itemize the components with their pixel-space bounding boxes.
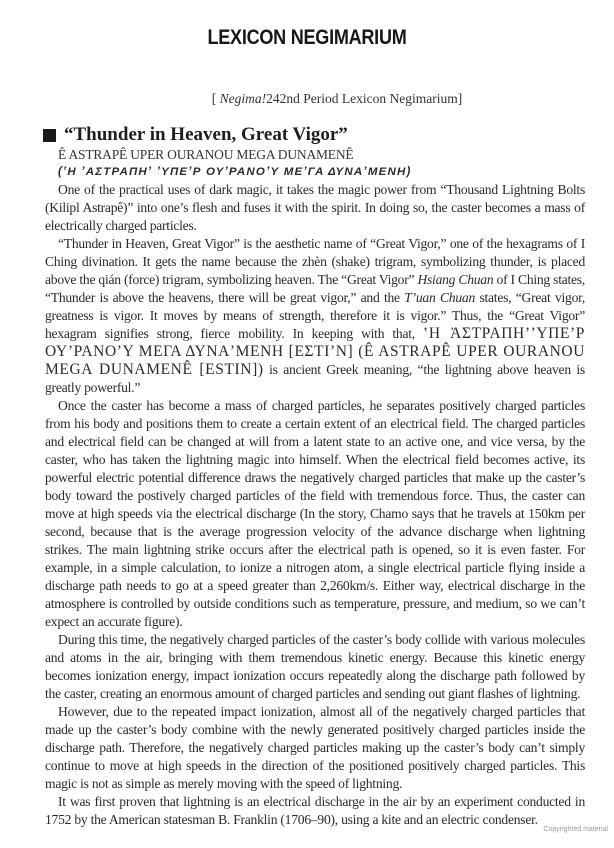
entry-content <box>45 124 585 829</box>
paragraph-2-italic-tuan-chuan: T’uan Chuan <box>404 290 475 305</box>
paragraph-2-italic-hsiang-chuan: Hsiang Chuan <box>417 272 494 287</box>
paragraph-2-text-b: of I Ching states, “Thunder is above the heavens, there will be great vigor,” and the <box>45 272 585 305</box>
paragraph-2 <box>45 235 585 397</box>
black-square-bullet-icon <box>43 129 56 142</box>
paragraph-5: However, due to the repeated impact ionization, almost all of the negatively charged particles that made up the caster’s body combine with the newly generated positively charged particles inside the discharge path. Therefore, the negatively charged particles making up the caster’s body can’t simply continue to move at high speeds in the direction of the positioned positively charged particles. This magic is not as simple as merely moving with the speed of lightning. <box>45 704 585 791</box>
source-open-bracket: [ <box>211 91 217 106</box>
entry-greek-title: (ʽΗ ʼΑΣΤΡΑΠΗʼ ʼΥΠΕʼΡ ΟΥʼΡΑΝΟʼΥ ΜΕʼΓΑ ΔΥΝΑʼΜΕΝΗ) <box>58 166 412 178</box>
paragraph-2-text-d: is ancient Greek meaning, “the lightning above heaven is greatly powerful.” <box>45 362 585 395</box>
paragraph-3: Once the caster has become a mass of charged particles, he separates positively charged particles from his body and positions them to create a certain extent of an electrical field. The charged particles and electrical field can be changed at will from a latent state to an active one, and vice versa, by the caster, who has taken the lightning magic into himself. When the electrical field becomes active, its powerful electric potential difference draws the negatively charged particles that make up the caster’s body toward the postively charged particles of the field with tremendous force. Thus, the caster can move at high speeds via the electrical discharge (In the story, Chamo says that he travels at 150km per second, because that is the average progression velocity of the advance discharge when lightning strikes. The main lightning strike occurs after the electrical path is opened, so it is even faster. For example, in a simple calculation, to ionize a nitrogen atom, a single electrical particle flying inside a discharge path needs to go at a speed greater than 2,260km/s. Either way, electrical discharge in the atmosphere is controlled by outside conditions such as temperature, pressure, and medium, so we can’t expect an accurate figure). <box>45 398 585 629</box>
paragraph-2-text-a: “Thunder in Heaven, Great Vigor” is the aesthetic name of “Great Vigor,” one of the hexagrams of I Ching divination. It gets the name because the zhèn (shake) trigram, symbolizing thunder, is placed above the qián (force) trigram, symbolizing heaven. The “Great Vigor” <box>45 236 585 287</box>
paragraph-2-greek-phrase: ʽΗ ἈΣΤΡΑΠΗʼʼΥΠΕʼΡ ΟΥʼΡΑΝΟʼΥ ΜΕΓΑ ΔΥΝΑʼΜΕΝΗ [ΕΣΤΙʼΝ] (Ê ASTRAPÊ UPER OURANOU MEGA DUNAMENÊ [ESTIN]) <box>45 325 585 378</box>
paragraph-6: It was first proven that lightning is an electrical discharge in the air by an experiment conducted in 1752 by the American statesman B. Franklin (1706–90), using a kite and an electric condenser. <box>45 794 585 827</box>
copyright-notice: Copyrighted material <box>543 826 608 833</box>
entry-transliteration: Ê ASTRAPÊ UPER OURANOU MEGA DUNAMENÊ <box>58 147 354 162</box>
entry-heading-text: “Thunder in Heaven, Great Vigor” <box>64 124 348 145</box>
source-italic-title: Negima! <box>219 91 267 106</box>
source-citation <box>0 91 614 107</box>
paragraph-1: One of the practical uses of dark magic, it takes the magic power from “Thousand Lightning Bolts (Kilipl Astrapê)” into one’s flesh and fuses it with the spirit. In doing so, the caster becomes a mass of electrically charged particles. <box>45 182 585 233</box>
source-text: 242nd Period Lexicon Negimarium <box>266 91 458 106</box>
entry-heading <box>43 124 585 146</box>
paragraph-2-text-c: states, “Great vigor, greatness is vigor. It moves by means of strength, therefore it is vigor.” Thus, the “Great Vigor” hexagram signifies strong, fierce mobility. In keeping with that, <box>45 290 585 341</box>
paragraph-4: During this time, the negatively charged particles of the caster’s body collide with various molecules and atoms in the air, bringing with them tremendous kinetic energy. Because this kinetic energy becomes ionization energy, impact ionization occurs repeatedly along the discharge path followed by the caster, creating an enormous amount of charged particles and sending out giant flashes of lightning. <box>45 632 585 701</box>
page-title: LEXICON NEGIMARIUM <box>207 26 407 49</box>
source-close-bracket: ] <box>457 91 463 106</box>
